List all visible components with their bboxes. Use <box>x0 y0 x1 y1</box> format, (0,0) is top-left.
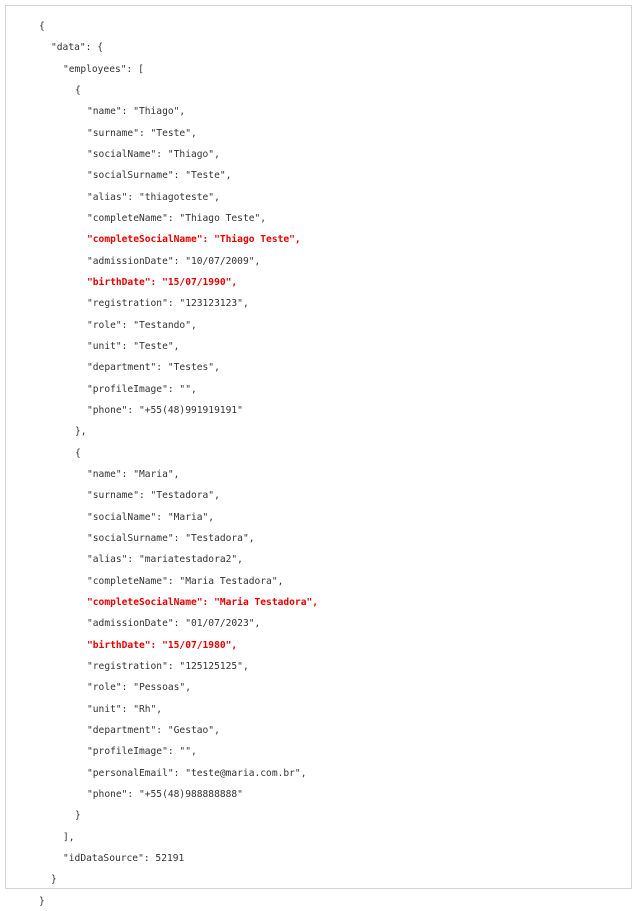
code-line: "role": "Testando", <box>87 320 197 331</box>
code-line: { <box>39 21 45 32</box>
code-line: "phone": "+55(48)991919191" <box>87 405 243 416</box>
code-line: "surname": "Teste", <box>87 128 197 139</box>
code-line: "socialSurname": "Testadora", <box>87 533 255 544</box>
code-line: "profileImage": "", <box>87 384 197 395</box>
code-line: "phone": "+55(48)988888888" <box>87 789 243 800</box>
code-line: { <box>75 85 81 96</box>
code-line: "name": "Maria", <box>87 469 180 480</box>
code-line: "completeName": "Thiago Teste", <box>87 213 267 224</box>
code-line: "unit": "Rh", <box>87 704 163 715</box>
code-line: "socialName": "Thiago", <box>87 149 220 160</box>
code-line: "socialSurname": "Teste", <box>87 170 232 181</box>
code-line: } <box>39 896 45 907</box>
code-line: ], <box>63 832 75 843</box>
code-line-highlighted: "birthDate": "15/07/1980", <box>87 640 238 651</box>
code-line: "registration": "123123123", <box>87 298 249 309</box>
code-line: { <box>75 448 81 459</box>
code-line: } <box>75 810 81 821</box>
code-line-highlighted: "birthDate": "15/07/1990", <box>87 277 238 288</box>
code-line: }, <box>75 426 87 437</box>
code-line: "admissionDate": "01/07/2023", <box>87 618 261 629</box>
code-line: "surname": "Testadora", <box>87 490 220 501</box>
code-line: "socialName": "Maria", <box>87 512 215 523</box>
code-line-highlighted: "completeSocialName": "Thiago Teste", <box>87 234 301 245</box>
code-line: "unit": "Teste", <box>87 341 180 352</box>
code-line: "employees": [ <box>63 64 144 75</box>
code-line: "completeName": "Maria Testadora", <box>87 576 284 587</box>
code-line: "department": "Testes", <box>87 362 220 373</box>
code-line: "admissionDate": "10/07/2009", <box>87 256 261 267</box>
code-line: "role": "Pessoas", <box>87 682 191 693</box>
code-line: "department": "Gestao", <box>87 725 220 736</box>
code-line: "data": { <box>51 42 103 53</box>
code-line-highlighted: "completeSocialName": "Maria Testadora", <box>87 597 319 608</box>
code-line: "alias": "thiagoteste", <box>87 192 220 203</box>
code-line: "alias": "mariatestadora2", <box>87 554 243 565</box>
code-line: "name": "Thiago", <box>87 106 186 117</box>
code-line: "idDataSource": 52191 <box>63 853 185 864</box>
code-line: "profileImage": "", <box>87 746 197 757</box>
code-line: } <box>51 874 57 885</box>
code-line: "personalEmail": "teste@maria.com.br", <box>87 768 307 779</box>
code-line: "registration": "125125125", <box>87 661 249 672</box>
code-block <box>5 5 632 907</box>
